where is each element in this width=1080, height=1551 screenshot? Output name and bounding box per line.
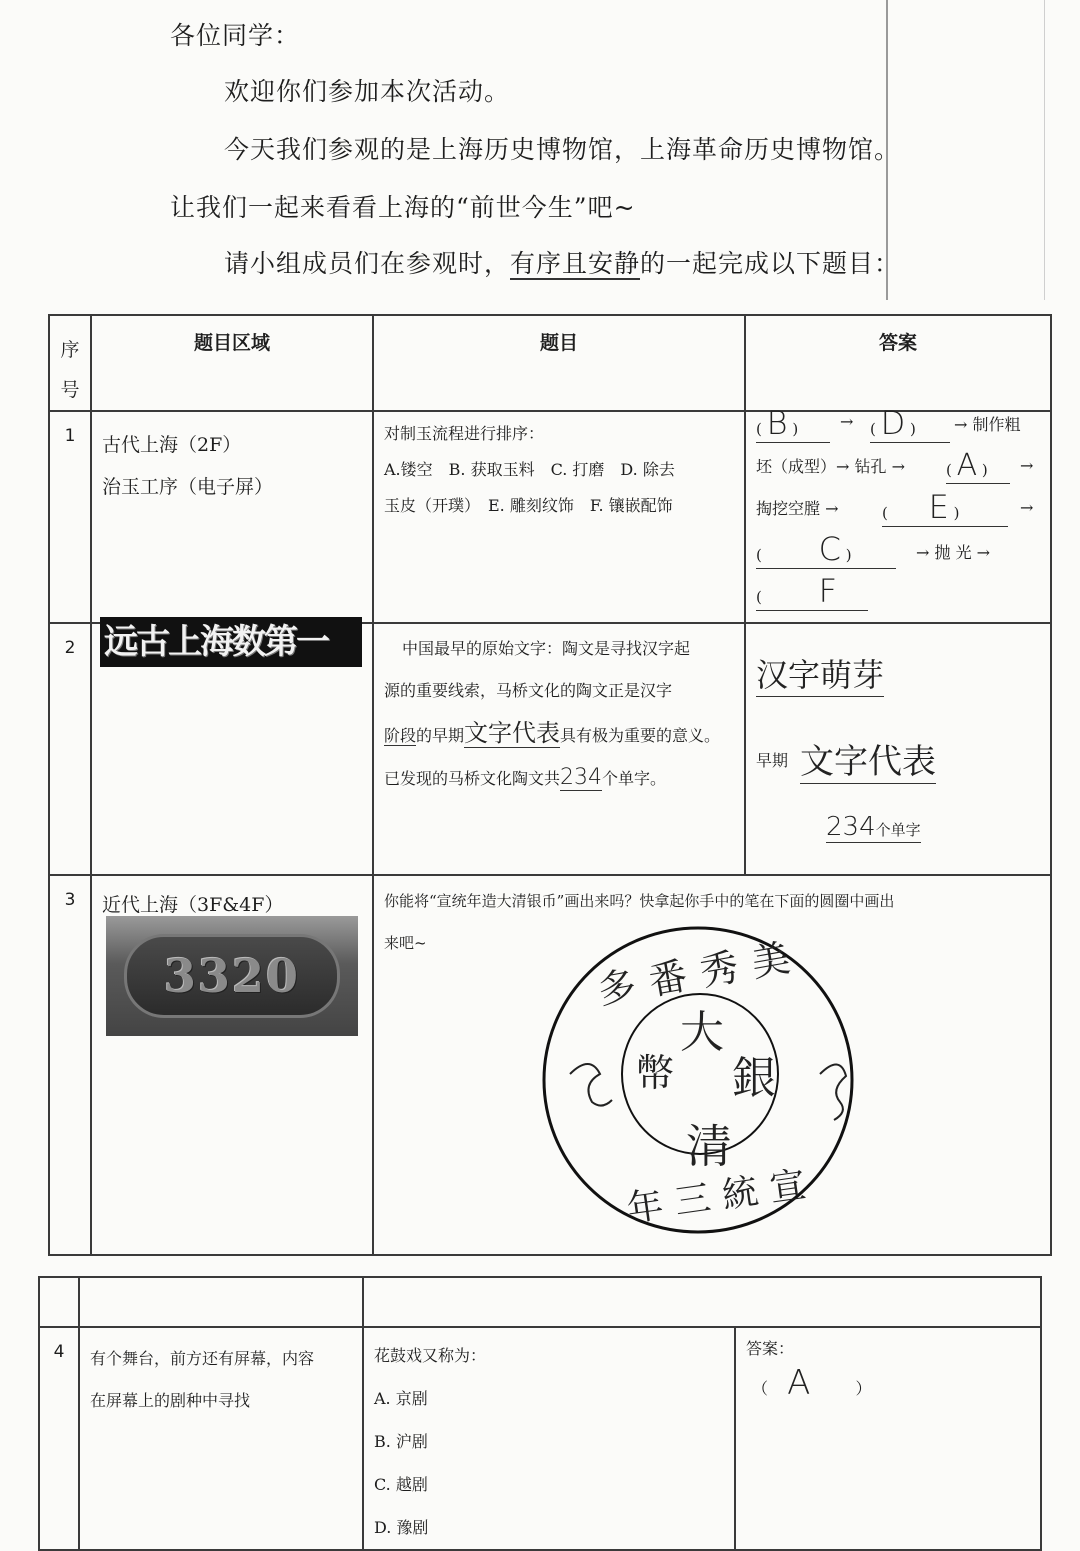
empty-cell [79, 1277, 363, 1327]
handwritten-number: 234 [826, 812, 876, 842]
handwritten-answer: 文字代表 [464, 719, 561, 747]
question-text: 源的重要线索，马桥文化的陶文正是汉字 [384, 681, 673, 700]
coin-center-char: 大 [680, 1007, 724, 1058]
handwritten-letter: D [880, 404, 906, 442]
answer-unit: 个单字 [875, 821, 921, 839]
lets-look-line: 让我们一起来看看上海的“前世今生”吧~ [170, 193, 636, 222]
empty-cell [39, 1277, 79, 1327]
coin-center-char: 銀 [732, 1053, 776, 1104]
blank-3: ( A ) [946, 448, 1010, 484]
handwritten-answer-1: 汉字萌芽 [756, 650, 884, 697]
flow-text: 坯（成型）→ 钻孔 → [756, 457, 905, 476]
coin-top-text: 多番秀美 [594, 933, 807, 1013]
question-prompt: 对制玉流程进行排序： [384, 424, 545, 443]
option-c: C. 越剧 [374, 1475, 428, 1494]
option-a: A. 京剧 [374, 1389, 428, 1408]
header-answer: 答案 [745, 315, 1051, 411]
table2-header-row [39, 1277, 1041, 1327]
handwritten-letter: B [766, 404, 788, 442]
question-text: 来吧~ [384, 934, 427, 952]
row-number: 4 [39, 1327, 79, 1550]
area-cell [79, 1327, 363, 1550]
area-line: 在屏幕上的剧种中寻找 [90, 1391, 251, 1410]
blank-2: ( D ) [870, 404, 950, 443]
scan-line-faint [1044, 0, 1045, 300]
arrow: → [1020, 456, 1034, 475]
handwritten-answer: A [787, 1363, 811, 1403]
underlined-word: 阶段 [384, 726, 417, 745]
plate-number: 3320 [163, 949, 301, 1003]
today-line: 今天我们参观的是上海历史博物馆，上海革命历史博物馆。 [224, 135, 901, 164]
area-line: 近代上海（3F&4F） [102, 894, 284, 916]
instruction-line [224, 244, 900, 280]
question-fragment: 的早期 [416, 726, 465, 745]
question-cell [373, 411, 745, 623]
coin-bottom-text: 年三統宣 [624, 1162, 821, 1231]
area-cell [91, 411, 373, 623]
answer-count [826, 812, 921, 843]
question-fragment: 个单字。 [602, 769, 667, 788]
handwritten-answer-2: 文字代表 [800, 734, 936, 784]
flow-text: → 抛 光 → [916, 543, 991, 562]
answer-label: 答案： [746, 1339, 795, 1358]
question-text: 中国最早的原始文字：陶文是寻找汉字起 [402, 639, 691, 658]
instruction-suffix: 的一起完成以下题目： [640, 249, 901, 278]
option-b: B. 沪剧 [374, 1432, 428, 1451]
empty-cell [363, 1277, 1041, 1327]
coin-drawing [540, 924, 856, 1236]
question-prompt: 花鼓戏又称为： [374, 1346, 487, 1365]
blank-1: ( B ) [756, 404, 830, 443]
table-header-row [49, 315, 1051, 411]
row-number: 3 [49, 875, 91, 1255]
arrow: → [840, 412, 854, 431]
area-line: 古代上海（2F） [102, 434, 242, 456]
question-text: 你能将“宣统年造大清银币”画出来吗？快拿起你手中的笔在下面的圆圈中画出 [384, 892, 895, 910]
coin-center-char: 幣 [636, 1051, 675, 1095]
handwritten-answer: 234 [560, 765, 603, 790]
paren-open: （ [752, 1379, 769, 1398]
header-seq-b: 号 [60, 379, 80, 401]
coin-center-char: 清 [686, 1119, 732, 1173]
area-line: 治玉工序（电子屏） [102, 476, 274, 498]
table-row-4 [39, 1327, 1041, 1550]
question-options: 玉皮（开璞） E. 雕刻纹饰 F. 镶嵌配饰 [384, 496, 673, 515]
question-text [384, 757, 744, 800]
greeting: 各位同学： [170, 21, 301, 50]
flow-text: 掏挖空膛 → [756, 499, 839, 518]
question-cell [373, 623, 745, 875]
option-d: D. 豫剧 [374, 1518, 429, 1537]
blank-4: ( E ) [882, 488, 1008, 527]
question-fragment: 已发现的马桥文化陶文共 [384, 769, 561, 788]
paren-close: ） [855, 1379, 872, 1398]
question-fragment: 具有极为重要的意义。 [560, 726, 721, 745]
handwritten-letter: C [818, 530, 841, 568]
plate-inner [124, 934, 340, 1018]
answer-label: 早期 [756, 751, 789, 770]
handwritten-letter: A [956, 448, 978, 483]
welcome-line: 欢迎你们参加本次活动。 [224, 77, 511, 106]
question-cell [363, 1327, 735, 1550]
header-area: 题目区域 [91, 315, 373, 411]
area-line: 有个舞台，前方还有屏幕，内容 [90, 1349, 315, 1368]
answer-blank [746, 1363, 1040, 1406]
row-number: 2 [49, 623, 91, 875]
instruction-underlined: 有序且安静 [510, 249, 641, 278]
blank-5: ( C ) [756, 530, 896, 569]
answer-cell [735, 1327, 1041, 1550]
header-seq [49, 315, 91, 411]
handwritten-letter: F [818, 572, 838, 610]
blank-6: ( F [756, 572, 868, 611]
exhibit-plate-image [106, 916, 358, 1036]
header-question: 题目 [373, 315, 745, 411]
exhibit-title-image: 远古上海数第一 [100, 617, 362, 667]
row-number: 1 [49, 411, 91, 623]
arrow: → [1020, 498, 1034, 517]
question-table-2 [38, 1276, 1042, 1551]
question-text [384, 712, 744, 757]
flow-text: → 制作粗 [954, 415, 1021, 434]
question-options: A.镂空 B. 获取玉料 C. 打磨 D. 除去 [384, 460, 675, 479]
instruction-prefix: 请小组成员们在参观时， [224, 249, 511, 278]
handwritten-letter: E [928, 488, 949, 526]
header-seq-a: 序 [60, 339, 80, 361]
